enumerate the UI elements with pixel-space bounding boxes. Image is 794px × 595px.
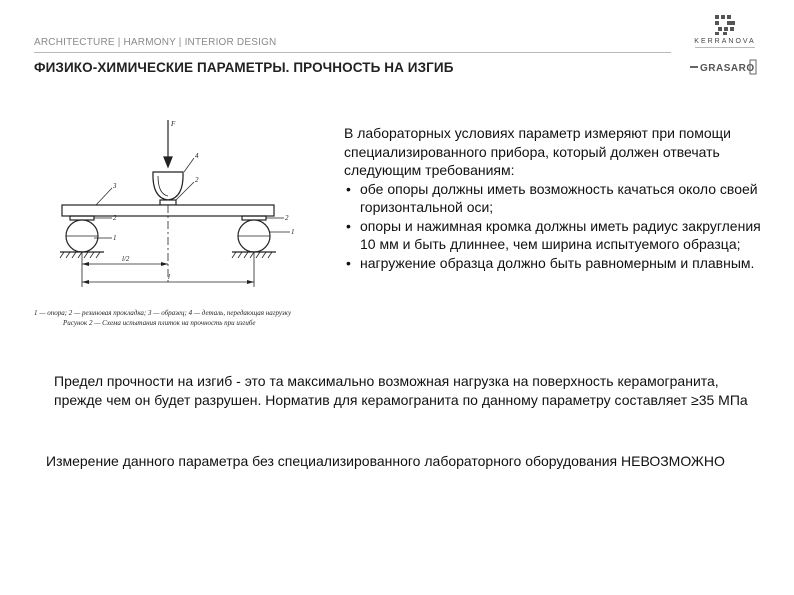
label-1-left: 1 [113, 234, 117, 242]
dimension-span: l [168, 273, 170, 281]
page-title: ФИЗИКО-ХИМИЧЕСКИЕ ПАРАМЕТРЫ. ПРОЧНОСТЬ НА ИЗГИБ [34, 60, 454, 75]
brand-logo [690, 14, 760, 48]
requirements-block [344, 124, 774, 272]
header-divider [34, 52, 671, 53]
label-2-left: 2 [113, 214, 117, 222]
label-2-top: 2 [195, 176, 199, 184]
label-2-right: 2 [285, 214, 289, 222]
label-3: 3 [113, 182, 117, 190]
grasaro-logo [690, 58, 760, 76]
requirement-item: • обе опоры должны иметь возможность качаться около своей горизонтальной оси; [344, 180, 774, 217]
definition-paragraph: Предел прочности на изгиб - это та максимально возможная нагрузка на поверхность керамогранита, прежде чем он будет разрушен. Норматив для керамогранита по данному параметру составляет ≥35 МПа [54, 373, 748, 408]
note-paragraph: Измерение данного параметра без специализированного лабораторного оборудования НЕВОЗМОЖНО [46, 453, 725, 469]
requirement-item: • нагружение образца должно быть равномерным и плавным. [344, 254, 774, 273]
force-label: F [171, 120, 176, 128]
bending-test-diagram [34, 112, 330, 332]
label-1-right: 1 [291, 228, 295, 236]
brand-mark-icon [714, 14, 736, 36]
figure-caption: Рисунок 2 — Схема испытания плиток на прочность при изгибе [63, 319, 256, 327]
requirements-list [344, 180, 774, 273]
brand-tagline: ARCHITECTURE | HARMONY | INTERIOR DESIGN [34, 37, 277, 48]
figure-legend: 1 — опора; 2 — резиновая прокладка; 3 — образец; 4 — деталь, передающая нагрузку [34, 309, 292, 317]
grasaro-logo-text: GRASARO [700, 63, 755, 74]
label-4: 4 [195, 152, 199, 160]
brand-underline [695, 47, 755, 48]
requirement-item: • опоры и нажимная кромка должны иметь радиус закругления 10 мм и быть длиннее, чем ширина испытуемого образца; [344, 217, 774, 254]
dimension-half-span: l/2 [122, 255, 130, 263]
brand-name: KERRANOVA [694, 38, 756, 45]
requirements-intro: В лабораторных условиях параметр измеряют при помощи специализированного прибора, который должен отвечать следующим требованиям: [344, 125, 731, 178]
